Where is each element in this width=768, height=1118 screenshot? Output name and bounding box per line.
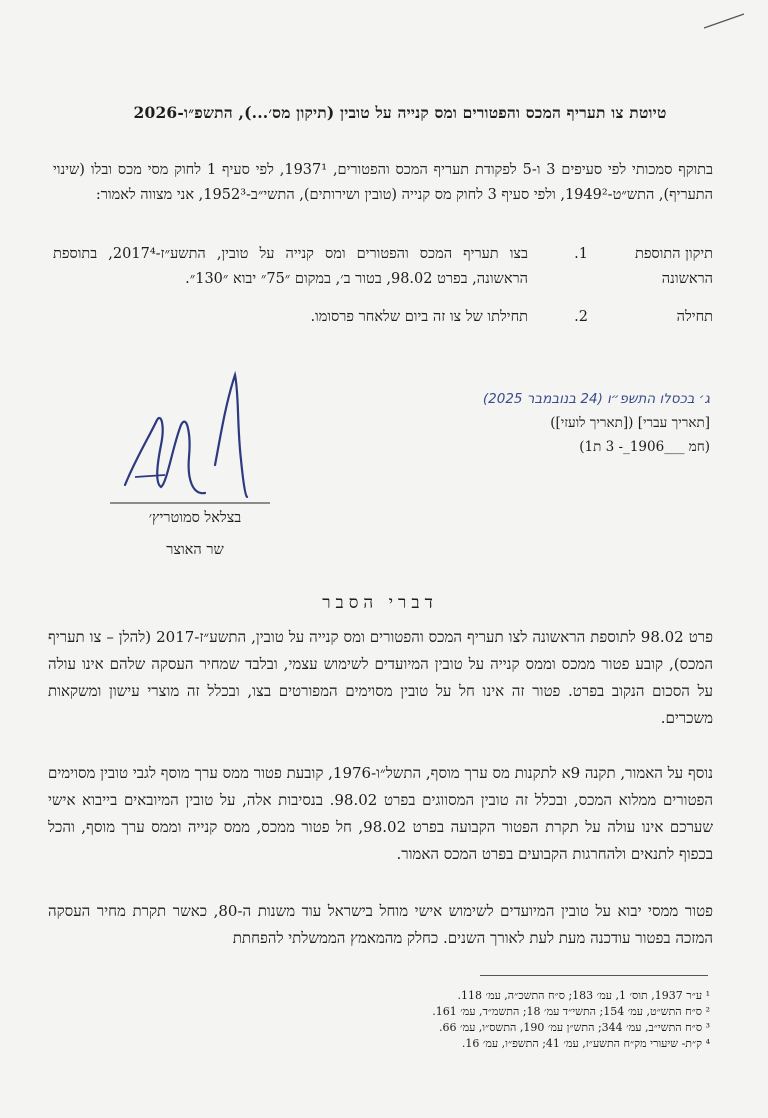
footnotes	[250, 988, 710, 1052]
section-1-number: 1.	[574, 246, 588, 262]
minister-name: בצלאל סמוטריץ׳	[148, 510, 242, 526]
footnote-4: ⁴ ק״ת- שיעורי מק״ח התשע״ז, עמ׳ 41; התשפ״ו, עמ׳ 16.	[461, 1037, 710, 1050]
footnote-divider	[480, 975, 708, 976]
handwritten-date: ג׳ בכסלו התשפ״ו (24 בנובמבר 2025)	[482, 391, 710, 407]
explanation-paragraph-3: פטור ממסי יבוא על טובין המיועדים לשימוש אישי מוחל בישראל עוד משנות ה-80, כאשר תקרת מחיר העסקה המזכה בפטור עודכנה מעת לעת לאורך השנים. כחלק מהמאמץ הממשלתי להפחתת	[48, 902, 713, 947]
pen-mark-icon	[700, 8, 750, 33]
section-2-number: 2.	[574, 309, 588, 325]
section-1-title: תיקון התוספת הראשונה	[634, 246, 713, 287]
intro-paragraph: בתוקף סמכותי לפי סעיפים 3 ו-5 לפקודת תעריף המכס והפטורים, 1937¹, לפי סעיף 1 לחוק מסי מכס ובלו (שינוי התעריף), התש״ט-1949², ולפי סעיף 3 לחוק מס קנייה (טובין ושירותים), התשי״ב-1952³, אני מצווה לאמור:	[53, 162, 714, 203]
footnote-3: ³ ס״ח התשי״ב, עמ׳ 344; התש״ן עמ׳ 190, התשס״ו, עמ׳ 66.	[439, 1021, 710, 1034]
minister-title: שר האוצר	[166, 542, 224, 558]
section-2-body: תחילתו של צו זה ביום שלאחר פרסומו.	[310, 309, 528, 325]
date-hint: [תאריך עברי] ([תאריך לועזי])	[550, 415, 710, 431]
explanation-paragraph-2: נוסף על האמור, תקנה 9א לתקנות מס ערך מוסף, התשל״ו-1976, קובעת פטור ממס ערך מוסף לגבי טובין מסוימים הפטורים ממלוא המכס, ובכלל זה טובין המסווגים בפרט 98.02. בנסיבות אלה, על טובין המיובאים בייבוא אישי שערכם אינו עולה על תקרת הפטור הקבועה בפרט 98.02, חל פטור ממכס, ממס קנייה וממס ערך מוסף, והכל בכפוף לתנאים ולהחרגות הקבועים בפרט המכס האמור.	[48, 764, 713, 863]
section-2-title: תחילה	[676, 309, 713, 325]
section-2	[53, 305, 713, 335]
section-1	[53, 242, 713, 302]
date-block	[290, 387, 710, 459]
explanation-paragraph-1: פרט 98.02 לתוספת הראשונה לצו תעריף המכס והפטורים ומס קנייה על טובין, התשע״ז-2017 (להלן – צו תעריף המכס), קובע פטור ממכס וממס קנייה על טובין המיועדים לשימוש עצמי, ובלבד שמחיר העסקה שלהם אינו עולה על הסכום הנקוב בפרט. פטור זה אינו חל על טובין מסוימים המפורטים בצו, ובכלל זה מוצרי עישון ומשקאות משכרים.	[48, 628, 713, 727]
footnote-1: ¹ ע״ר 1937, תוס׳ 1, עמ׳ 183; ס״ח התשכ״ה, עמ׳ 118.	[457, 989, 710, 1002]
document-title: טיוטת צו תעריף המכס והפטורים ומס קנייה על טובין (תיקון מס׳...), התשפ״ו-2026	[133, 103, 667, 122]
section-1-body: בצו תעריף המכס והפטורים ומס קנייה על טובין, התשע״ז-2017⁴, בתוספת הראשונה, בפרט 98.02, בטור ב׳, במקום ״75״ יבוא ״130״.	[53, 246, 528, 287]
file-reference: (חמ ___1906_- 3 ת1)	[579, 439, 710, 455]
explanation-title: דברי הסבר	[322, 593, 438, 613]
footnote-2: ² ס״ח התש״ט, עמ׳ 154; התשי״ד עמ׳ 18; התשמ״ד, עמ׳ 161.	[432, 1005, 710, 1018]
